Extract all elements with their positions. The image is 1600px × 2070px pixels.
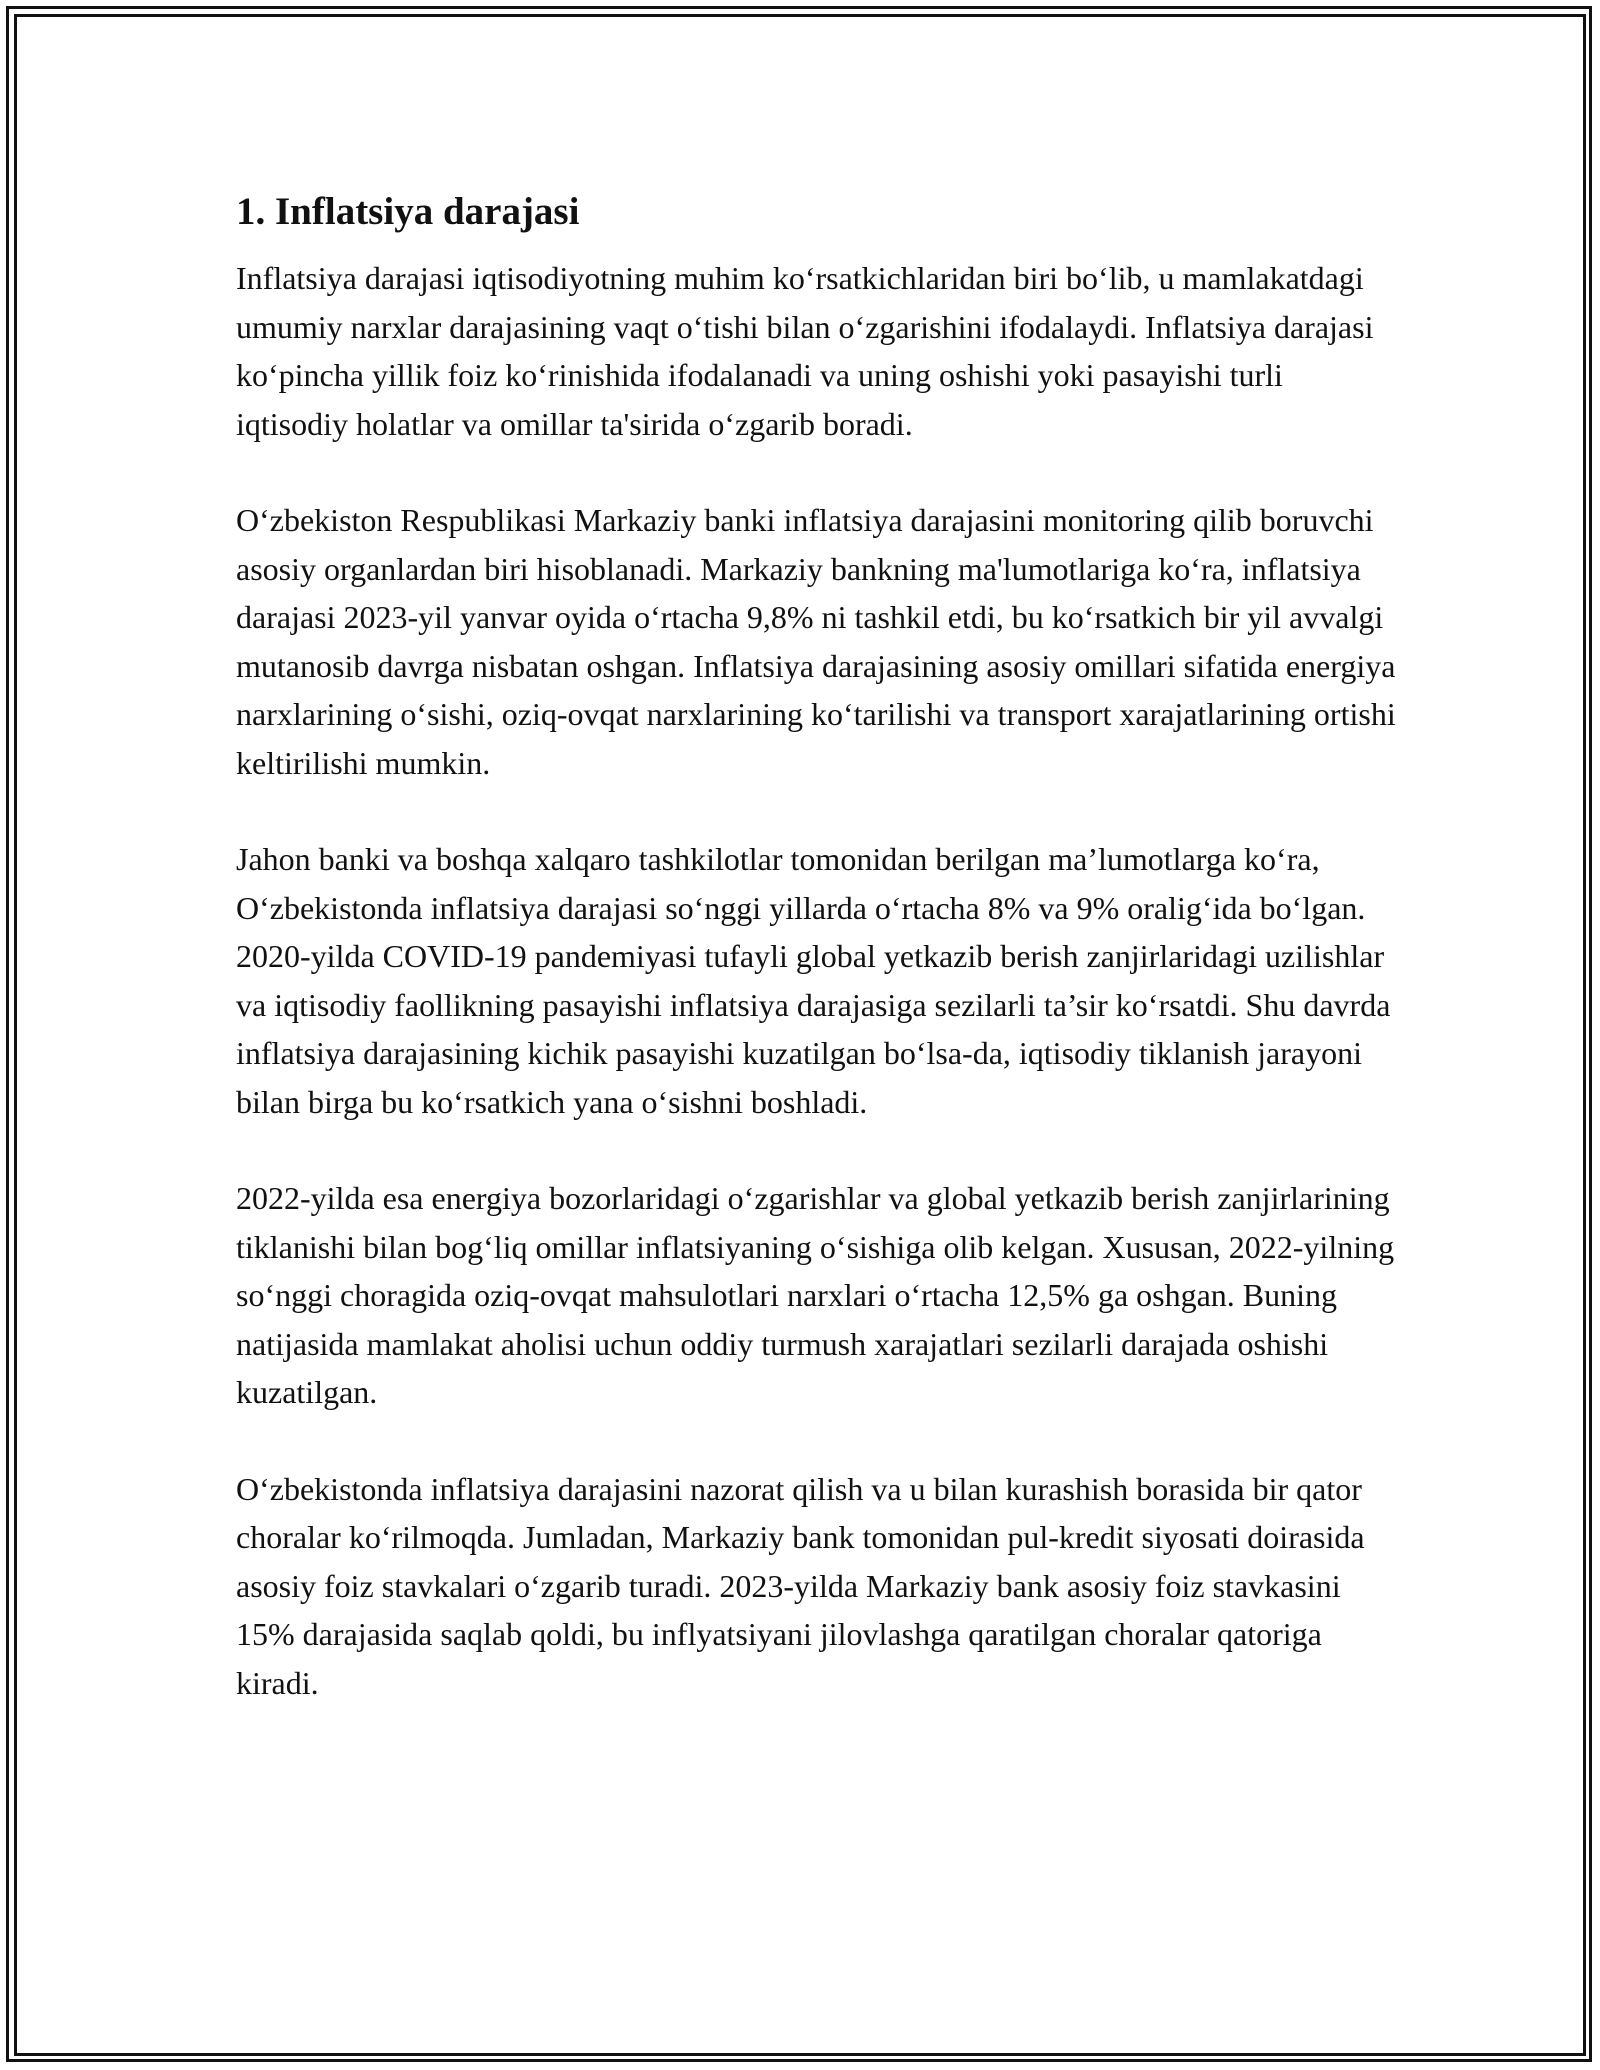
paragraph-inflation-definition: Inflatsiya darajasi iqtisodiyotning muhim koʻrsatkichlaridan biri boʻlib, u mamlakatdagi umumiy narxlar darajasining vaqt oʻtishi bilan oʻzgarishini ifodalaydi. Inflatsiya darajasi koʻpincha yillik foiz koʻrinishida ifodalanadi va uning oshishi yoki pasayishi turli iqtisodiy holatlar va omillar ta'sirida oʻzgarib boradi. (236, 260, 1374, 442)
paragraph-world-bank-data: Jahon banki va boshqa xalqaro tashkilotlar tomonidan berilgan ma’lumotlarga koʻra, Oʻzbekistonda inflatsiya darajasi soʻnggi yillarda oʻrtacha 8% va 9% oraligʻida boʻlgan. 2020-yilda COVID-19 pandemiyasi tufayli global yetkazib berish zanjirlaridagi uzilishlar va iqtisodiy faollikning pasayishi inflatsiya darajasiga sezilarli ta’sir koʻrsatdi. Shu davrda inflatsiya darajasining kichik pasayishi kuzatilgan boʻlsa-da, iqtisodiy tiklanish jarayoni bilan birga bu koʻrsatkich yana oʻsishni boshladi. (236, 841, 1391, 1120)
section-heading: 1. Inflatsiya darajasi (236, 190, 580, 233)
paragraph-inflation-control-measures: Oʻzbekistonda inflatsiya darajasini nazorat qilish va u bilan kurashish borasida bir qator choralar koʻrilmoqda. Jumladan, Markaziy bank tomonidan pul-kredit siyosati doirasida asosiy foiz stavkalari oʻzgarib turadi. 2023-yilda Markaziy bank asosiy foiz stavkasini 15% darajasida saqlab qoldi, bu inflyatsiyani jilovlashga qaratilgan choralar qatoriga kiradi. (236, 1470, 1365, 1701)
paragraph-2022-energy-markets: 2022-yilda esa energiya bozorlaridagi oʻzgarishlar va global yetkazib berish zanjirlarining tiklanishi bilan bogʻliq omillar inflatsiyaning oʻsishiga olib kelgan. Xususan, 2022-yilning soʻnggi choragida oziq-ovqat mahsulotlari narxlari oʻrtacha 12,5% ga oshgan. Buning natijasida mamlakat aholisi uchun oddiy turmush xarajatlari sezilarli darajada oshishi kuzatilgan. (236, 1180, 1395, 1410)
paragraph-central-bank-monitoring: Oʻzbekiston Respublikasi Markaziy banki inflatsiya darajasini monitoring qilib boruvchi asosiy organlardan biri hisoblanadi. Markaziy bankning ma'lumotlariga koʻra, inflatsiya darajasi 2023-yil yanvar oyida oʻrtacha 9,8% ni tashkil etdi, bu koʻrsatkich bir yil avvalgi mutanosib davrga nisbatan oshgan. Inflatsiya darajasining asosiy omillari sifatida energiya narxlarining oʻsishi, oziq-ovqat narxlarining koʻtarilishi va transport xarajatlarining ortishi keltirilishi mumkin. (236, 502, 1396, 781)
document-body (236, 188, 1396, 1707)
